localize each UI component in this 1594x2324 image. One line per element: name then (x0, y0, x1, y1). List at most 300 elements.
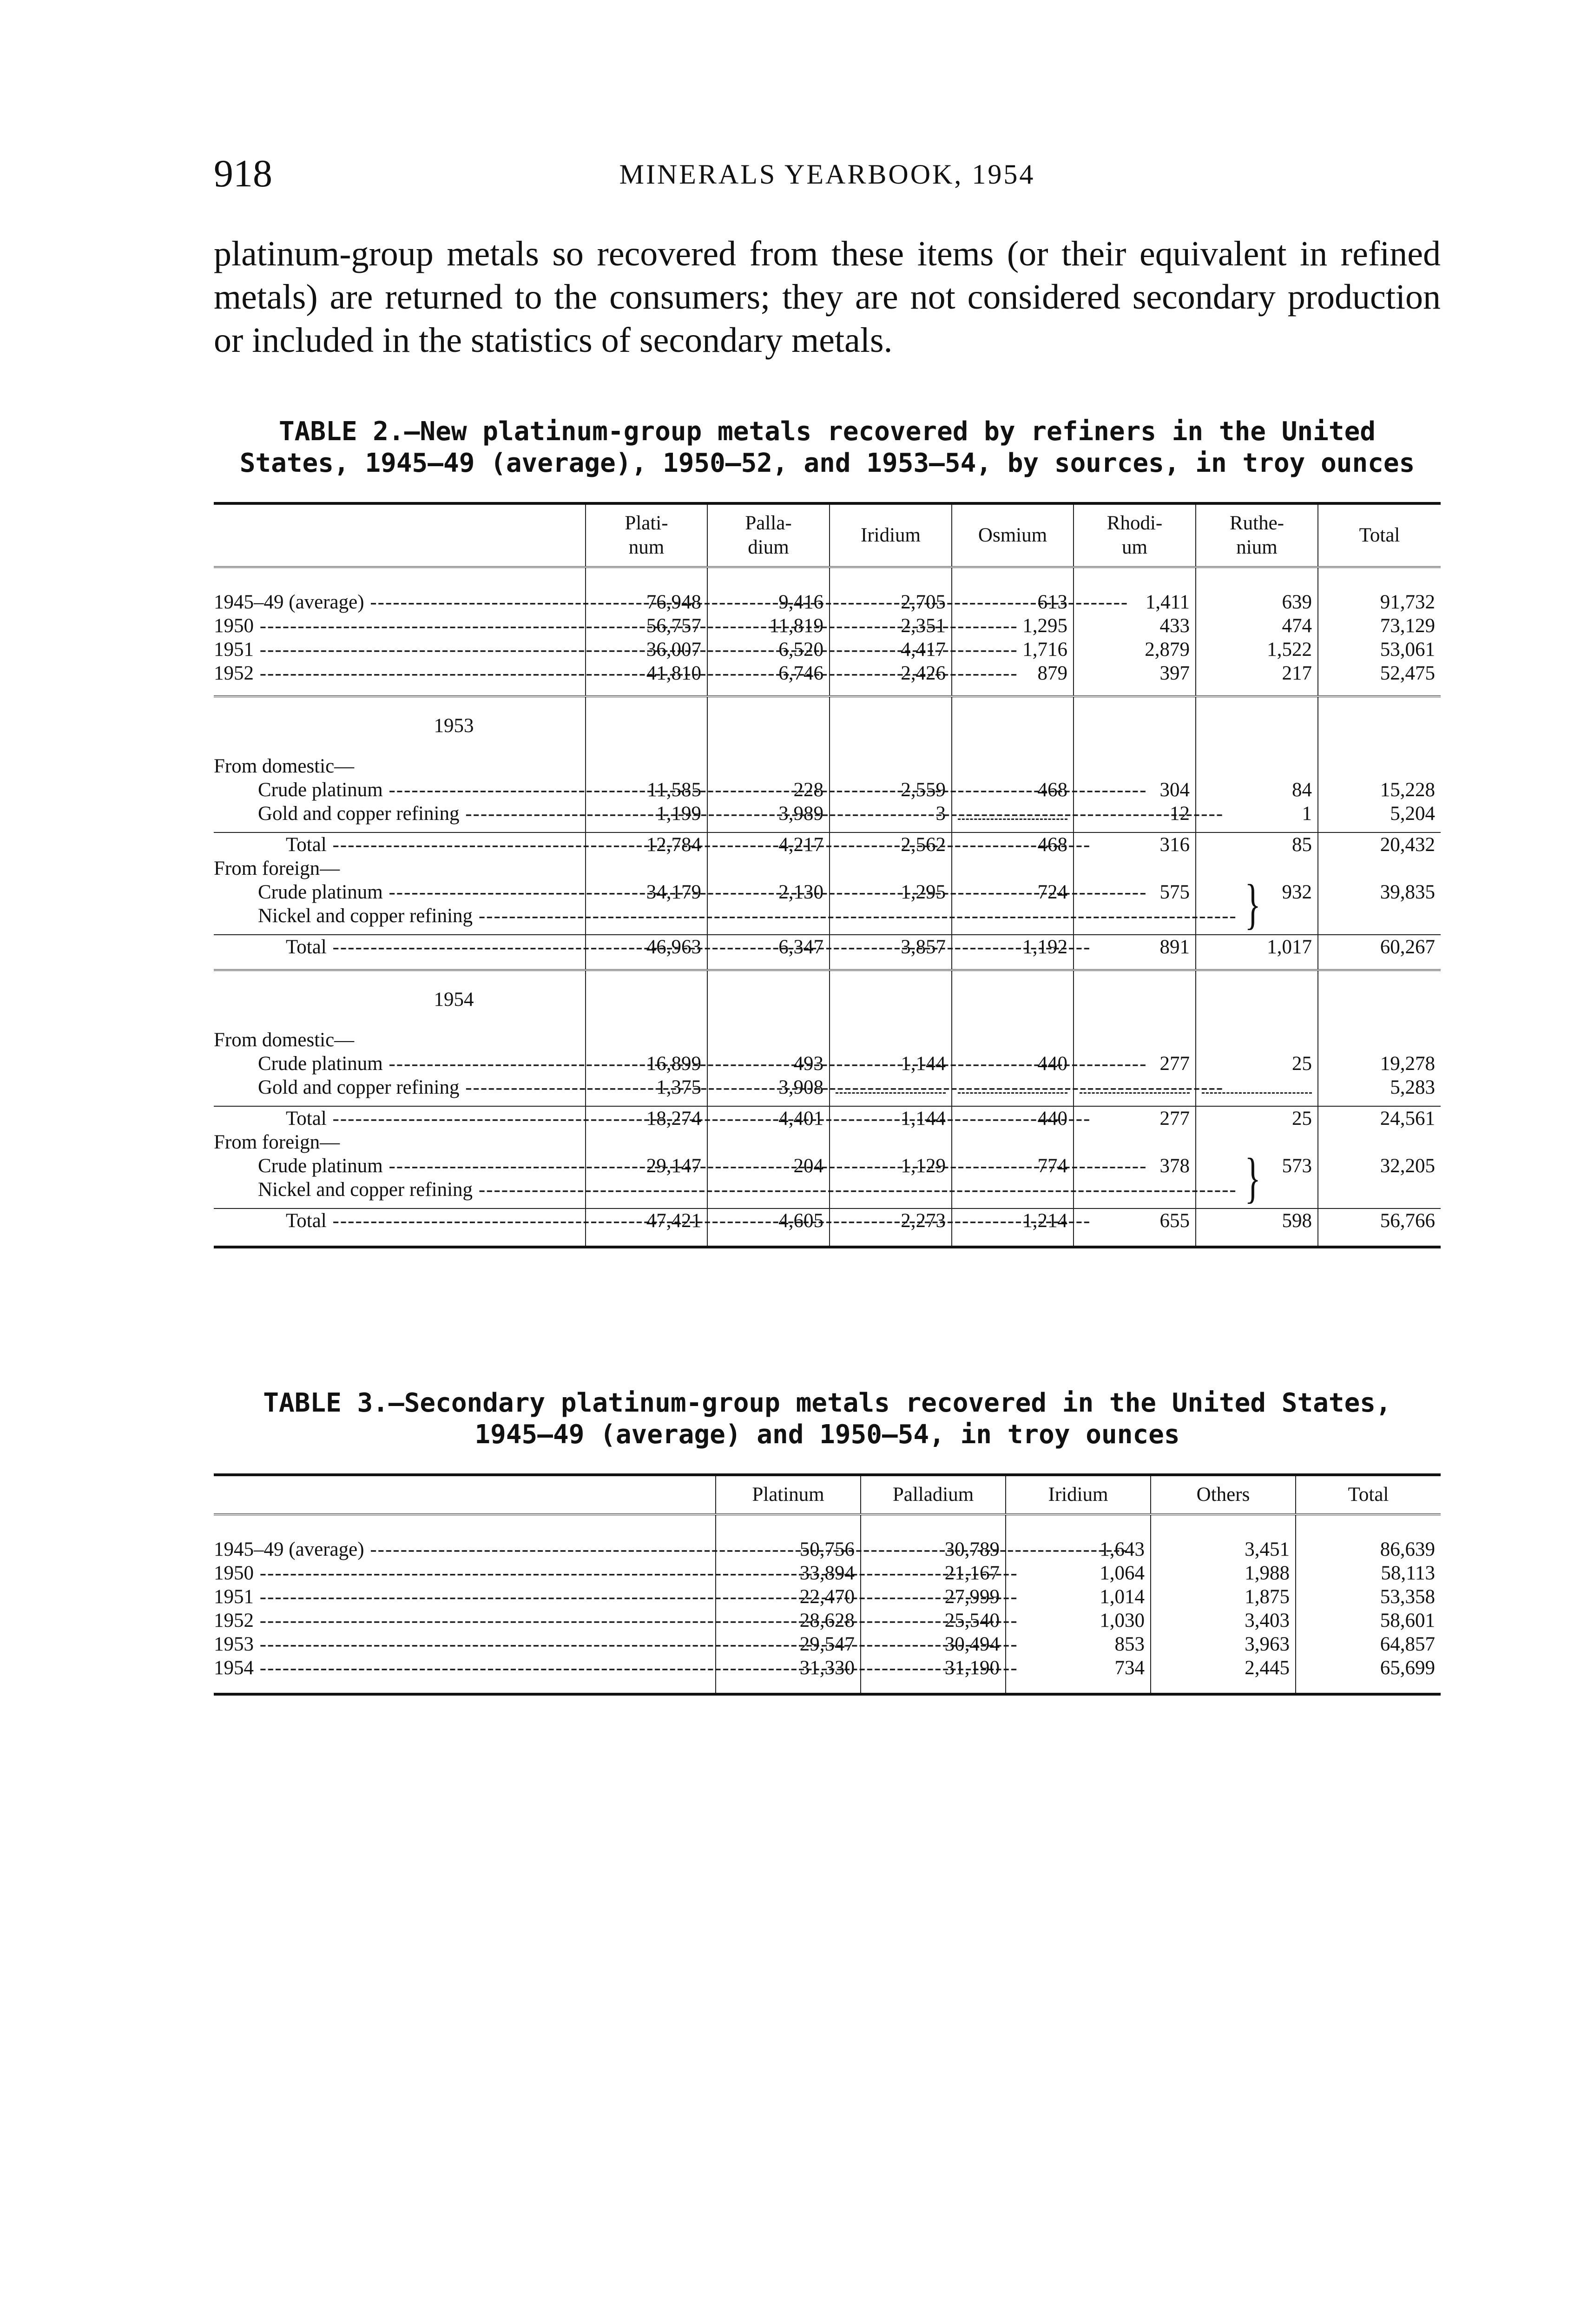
table2-annual-row (214, 590, 1441, 614)
table2-domestic-crude-row-cell (1196, 778, 1318, 802)
table2-domestic-gold-copper-row-label-text: Gold and copper refining ----- (258, 1076, 1224, 1098)
table3-body (214, 1514, 1441, 1694)
table3-row-value: 31,330 (799, 1657, 855, 1679)
spacer-cell (1318, 1099, 1441, 1106)
table2-foreign-row-value: 932 (1282, 881, 1312, 903)
table2-grand-total-row-value: 2,273 (901, 1210, 946, 1232)
table2-annual-row-value: 217 (1282, 662, 1312, 684)
spacer-cell (1318, 1130, 1441, 1154)
column-header-text: Total (1359, 524, 1400, 546)
spacer-cell (707, 754, 830, 778)
column-header (1074, 503, 1196, 567)
table2-domestic-gold-copper-row-value: 1 (1302, 803, 1312, 825)
table2-from-domestic (214, 754, 1441, 778)
table2-annual-row-label-text: 1945–49 (average) ----- (214, 591, 1128, 613)
spacer-cell (1074, 567, 1196, 590)
column-header-text: Total (1348, 1484, 1389, 1505)
table2-domestic-gold-copper-row (214, 1076, 1441, 1099)
table2-annual-row-value: 2,351 (901, 615, 946, 637)
column-header-text: Ruthe- nium (1229, 512, 1284, 558)
table2-annual-row-label-text: 1950 ----- (214, 615, 1018, 637)
table2-annual-row-value: 9,416 (778, 591, 823, 613)
spacer-cell (707, 696, 830, 754)
table2-foreign-row-value: 575 (1159, 881, 1190, 903)
spacer-cell (707, 928, 830, 935)
spacer-cell (1006, 1514, 1151, 1538)
table2-domestic-total-row-cell (1074, 1106, 1196, 1130)
table2-annual-row-value: 1,295 (1022, 615, 1067, 637)
table3 (214, 1473, 1441, 1696)
table2-annual-row-cell (1074, 661, 1196, 685)
table2-subtotal-rule (214, 1099, 1441, 1106)
column-header (830, 503, 952, 567)
table2-annual-row-value: 53,061 (1380, 639, 1435, 660)
table3-row-value: 33,894 (799, 1562, 855, 1584)
foreign-crude-label: Crude platinum ----- (258, 1154, 1237, 1178)
table2-grand-total-row-value: 47,421 (646, 1210, 701, 1232)
table2-grand-total-row-value: 6,347 (778, 936, 823, 958)
table2-from-foreign-text: From foreign— (214, 858, 340, 879)
table2-domestic-total-row-value: 4,401 (778, 1108, 823, 1129)
spacer-cell (586, 928, 707, 935)
spacer-cell (830, 754, 952, 778)
spacer-cell (830, 567, 952, 590)
table2-year-heading (214, 970, 1441, 1028)
table2-from-foreign-label (214, 1130, 586, 1154)
spacer-cell (830, 970, 952, 1028)
spacer-cell (586, 1202, 707, 1208)
table3-row-label-text: 1954 ----- (214, 1657, 1018, 1679)
table2-annual-row-value: 6,746 (778, 662, 823, 684)
table3-row-label (214, 1609, 716, 1632)
table2-domestic-gold-copper-row-value: 3,989 (778, 803, 823, 825)
table2-domestic-gold-copper-row-cell (1074, 1076, 1196, 1099)
spacer-cell (214, 685, 586, 696)
table3-row-label-text: 1952 ----- (214, 1610, 1018, 1631)
table2-foreign-row-value: 1,129 (901, 1155, 946, 1177)
table2-domestic-crude-row-label (214, 778, 586, 802)
table2-grand-total-row-value: 598 (1282, 1210, 1312, 1232)
table2-domestic-crude-row (214, 778, 1441, 802)
table3-row-value: 1,030 (1100, 1610, 1145, 1631)
table2-domestic-total-row-value: 18,274 (646, 1108, 701, 1129)
table2-top-gap (214, 567, 1441, 590)
table2-domestic-total-row-value: 24,561 (1380, 1108, 1435, 1129)
spacer-cell (952, 959, 1074, 970)
column-header (1196, 503, 1318, 567)
table2-domestic-crude-row-value: 228 (793, 779, 823, 801)
spacer-cell (1318, 970, 1441, 1028)
table2-domestic-total-row-value: 468 (1037, 834, 1067, 856)
spacer-cell (1196, 970, 1318, 1028)
spacer-cell (1151, 1514, 1296, 1538)
spacer-cell (1074, 696, 1196, 754)
spacer-cell (830, 857, 952, 880)
table2-foreign-row-value: 1,295 (901, 881, 946, 903)
table2-annual-row-label (214, 590, 586, 614)
table2-annual-row-value: 1,716 (1022, 639, 1067, 660)
spacer-cell (1196, 685, 1318, 696)
table2-domestic-crude-row-label (214, 1052, 586, 1076)
spacer-cell (586, 825, 707, 832)
table3-row-value: 1,643 (1100, 1538, 1145, 1560)
table3-row (214, 1609, 1441, 1632)
table2-caption (214, 416, 1441, 479)
table2-foreign-row-value: 378 (1159, 1155, 1190, 1177)
column-header-text: Platinum (752, 1484, 824, 1505)
spacer-cell (830, 1099, 952, 1106)
table2-separator (214, 959, 1441, 970)
table2-foreign-row-value: 724 (1037, 881, 1067, 903)
table2-domestic-crude-row-value: 440 (1037, 1053, 1067, 1075)
table2-annual-row-value: 76,948 (646, 591, 701, 613)
table3-top-gap (214, 1514, 1441, 1538)
spacer-cell (214, 959, 586, 970)
column-header (586, 503, 707, 567)
table2-domestic-total-row-value: 4,217 (778, 834, 823, 856)
spacer-cell (830, 928, 952, 935)
table2-annual-row-value: 1,411 (1145, 591, 1190, 613)
table2-foreign-row-value: 34,179 (646, 881, 701, 903)
table3-caption-line1: TABLE 3.—Secondary platinum-group metals recovered in the United States, (263, 1388, 1391, 1418)
intro-paragraph: platinum-group metals so recovered from these items (or their equivalent in refined metals) are returned to the consumers; they are not considered secondary production or included in the statistics of secondary metals. (214, 234, 1441, 360)
table2-domestic-total-row-cell (1196, 1106, 1318, 1130)
table3-header-row (214, 1475, 1441, 1514)
spacer-cell (586, 1099, 707, 1106)
table3-row-cell (1151, 1609, 1296, 1632)
table2-domestic-crude-row-cell (1196, 1052, 1318, 1076)
table2-annual-row-cell (1196, 638, 1318, 661)
spacer-cell (1318, 825, 1441, 832)
column-header-text: Plati- num (625, 512, 668, 558)
table2-annual-row-value: 2,879 (1145, 639, 1190, 660)
spacer-cell (1074, 754, 1196, 778)
spacer-cell (1074, 685, 1196, 696)
table2-from-domestic (214, 1028, 1441, 1052)
spacer-cell (586, 970, 707, 1028)
table2-annual-row (214, 661, 1441, 685)
page-number: 918 (214, 152, 272, 195)
table2-domestic-total-row-cell (1318, 1106, 1441, 1130)
column-header (1296, 1475, 1441, 1514)
table2-annual-row-value: 6,520 (778, 639, 823, 660)
spacer-cell (830, 1028, 952, 1052)
table2-domestic-total-row-cell (1318, 832, 1441, 857)
table2-domestic-gold-copper-row (214, 802, 1441, 825)
table2-domestic-total-row-value: 440 (1037, 1108, 1067, 1129)
spacer-cell (586, 1130, 707, 1154)
table2-grand-total-row-value: 4,605 (778, 1210, 823, 1232)
table2-from-domestic-label (214, 1028, 586, 1052)
table2-annual-row-value: 4,417 (901, 639, 946, 660)
spacer-cell (707, 1202, 830, 1208)
table2-grand-total-row-cell (1074, 1208, 1196, 1233)
column-header (861, 1475, 1006, 1514)
spacer-cell (214, 1233, 586, 1247)
table2-annual-row-cell (1318, 661, 1441, 685)
spacer-cell (1196, 754, 1318, 778)
table2-domestic-crude-row-label-text: Crude platinum ----- (258, 779, 1147, 801)
table3-row-label (214, 1632, 716, 1656)
spacer-cell (861, 1680, 1006, 1694)
spacer-cell (586, 1028, 707, 1052)
spacer-cell (707, 1099, 830, 1106)
table2-domestic-total-row-value: 277 (1159, 1108, 1190, 1129)
table2-grand-total-row-label-text: Total ----- (286, 1210, 1091, 1232)
table3-row-cell (1151, 1585, 1296, 1609)
table2-domestic-gold-copper-row-value: 5,283 (1390, 1076, 1435, 1098)
table3-row-cell (1151, 1656, 1296, 1680)
spacer-cell (214, 1202, 586, 1208)
table2 (214, 502, 1441, 1248)
table2-grand-total-row (214, 1208, 1441, 1233)
table3-row (214, 1632, 1441, 1656)
spacer-cell (861, 1514, 1006, 1538)
table3-row-value: 734 (1114, 1657, 1145, 1679)
table2-domestic-total-row-cell (1074, 832, 1196, 857)
spacer-cell (1074, 1233, 1196, 1247)
table3-row-label (214, 1538, 716, 1561)
table2-domestic-gold-copper-row-cell (952, 1076, 1074, 1099)
table2-foreign-row-cell (1318, 880, 1441, 928)
spacer-cell (1318, 1028, 1441, 1052)
table2-annual-row-value: 73,129 (1380, 615, 1435, 637)
table2-grand-total-row-value: 3,857 (901, 936, 946, 958)
spacer-cell (1074, 825, 1196, 832)
spacer-cell (1074, 1202, 1196, 1208)
spacer-cell (1196, 1028, 1318, 1052)
table3-row-value: 86,639 (1380, 1538, 1435, 1560)
table2-from-domestic-text: From domestic— (214, 1029, 355, 1051)
table3-row-value: 29,547 (799, 1633, 855, 1655)
table2-annual-row-label (214, 638, 586, 661)
table3-caption-line2: 1945–49 (average) and 1950–54, in troy ounces (474, 1419, 1180, 1450)
table2-domestic-total-row (214, 832, 1441, 857)
table2-grand-total-row-value: 655 (1159, 1210, 1190, 1232)
spacer-cell (1074, 1028, 1196, 1052)
empty-dash (1202, 1078, 1312, 1094)
foreign-nickel-label: Nickel and copper refining ----- (258, 904, 1237, 928)
table2-annual-row-value: 2,426 (901, 662, 946, 684)
table3-row-value: 853 (1114, 1633, 1145, 1655)
table2-caption-line1: TABLE 2.—New platinum-group metals recovered by refiners in the United (278, 416, 1376, 447)
column-header (1151, 1475, 1296, 1514)
table2-foreign-row-value: 32,205 (1380, 1155, 1435, 1177)
table2-year-heading-text: 1954 (434, 989, 474, 1010)
spacer-cell (1296, 1514, 1441, 1538)
table2-foreign-row-cell (1318, 1154, 1441, 1202)
table2-domestic-gold-copper-row-value: 5,204 (1390, 803, 1435, 825)
spacer-cell (586, 696, 707, 754)
spacer-cell (586, 1233, 707, 1247)
spacer-cell (1196, 1233, 1318, 1247)
foreign-nickel-label: Nickel and copper refining ----- (258, 1178, 1237, 1202)
spacer-cell (586, 685, 707, 696)
spacer-cell (952, 857, 1074, 880)
spacer-cell (707, 1233, 830, 1247)
spacer-cell (952, 1028, 1074, 1052)
table3-row-value: 1,014 (1100, 1586, 1145, 1608)
table2-domestic-total-row-label (214, 832, 586, 857)
table2-annual-row-value: 397 (1159, 662, 1190, 684)
table2-domestic-crude-row-value: 84 (1292, 779, 1312, 801)
table2-year-heading-label (214, 696, 586, 754)
running-title: MINERALS YEARBOOK, 1954 (619, 159, 1035, 190)
table2-bottom-gap (214, 1233, 1441, 1247)
spacer-cell (1151, 1680, 1296, 1694)
table2-domestic-total-row-value: 85 (1292, 834, 1312, 856)
table2-annual-row-value: 52,475 (1380, 662, 1435, 684)
spacer-cell (1318, 754, 1441, 778)
spacer-cell (1318, 1202, 1441, 1208)
spacer-cell (214, 928, 586, 935)
table2-annual-row-cell (1196, 614, 1318, 638)
table3-row-value: 1,875 (1245, 1586, 1290, 1608)
spacer-cell (1196, 825, 1318, 832)
table3-row-cell (1296, 1585, 1441, 1609)
table2-grand-total-row-label-text: Total ----- (286, 936, 1091, 958)
table3-row-cell (1296, 1538, 1441, 1561)
table2-domestic-crude-row-label-text: Crude platinum ----- (258, 1053, 1147, 1075)
table3-row-value: 3,963 (1245, 1633, 1290, 1655)
table2-domestic-gold-copper-row-label-text: Gold and copper refining ----- (258, 803, 1224, 825)
right-brace-icon: } (1245, 1147, 1261, 1208)
table3-row-value: 3,451 (1245, 1538, 1290, 1560)
table2-domestic-gold-copper-row-value: 12 (1170, 803, 1190, 825)
spacer-cell (952, 696, 1074, 754)
table2-annual-row-label-text: 1952 ----- (214, 662, 1018, 684)
spacer-cell (214, 825, 586, 832)
spacer-cell (716, 1680, 861, 1694)
table3-row-value: 64,857 (1380, 1633, 1435, 1655)
table2-grand-total-row-cell (1318, 1208, 1441, 1233)
table2-domestic-crude-row-value: 16,899 (646, 1053, 701, 1075)
table3-row-value: 27,999 (944, 1586, 1000, 1608)
table3-row-value: 50,756 (799, 1538, 855, 1560)
spacer-cell (1318, 1233, 1441, 1247)
spacer-cell (707, 857, 830, 880)
table3-row-value: 28,628 (799, 1610, 855, 1631)
spacer-cell (214, 1514, 716, 1538)
table2-domestic-total-row-value: 12,784 (646, 834, 701, 856)
table2-foreign-row-value: 29,147 (646, 1155, 701, 1177)
table2-subtotal-rule (214, 825, 1441, 832)
spacer-cell (952, 685, 1074, 696)
spacer-cell (707, 1028, 830, 1052)
spacer-cell (1318, 696, 1441, 754)
column-header-text: Others (1196, 1484, 1250, 1505)
table2-domestic-crude-row-value: 468 (1037, 779, 1067, 801)
table2-annual-row-label (214, 661, 586, 685)
spacer-cell (1318, 857, 1441, 880)
table2-domestic-crude-row-cell (1318, 1052, 1441, 1076)
table2-year-heading-text: 1953 (434, 715, 474, 737)
table2-domestic-crude-row-value: 2,559 (901, 779, 946, 801)
spacer-cell (1006, 1680, 1151, 1694)
foreign-crude-label: Crude platinum ----- (258, 880, 1237, 904)
table2-grand-total-row-cell (1196, 1208, 1318, 1233)
table2-grand-total-row-value: 1,017 (1267, 936, 1312, 958)
table2-year-heading (214, 696, 1441, 754)
column-header-text: Iridium (1048, 1484, 1108, 1505)
table2-domestic-crude-row-value: 493 (793, 1053, 823, 1075)
spacer-cell (707, 567, 830, 590)
table3-row-label-text: 1951 ----- (214, 1586, 1018, 1608)
table3-row-cell (1296, 1609, 1441, 1632)
table2-grand-total-row (214, 935, 1441, 959)
spacer-cell (1196, 959, 1318, 970)
table3-row-value: 1,064 (1100, 1562, 1145, 1584)
table2-annual-row (214, 638, 1441, 661)
table3-row-cell (1006, 1656, 1151, 1680)
table2-annual-row-cell (1318, 590, 1441, 614)
table3-row-value: 31,190 (944, 1657, 1000, 1679)
table2-grand-total-row-value: 46,963 (646, 936, 701, 958)
spacer-cell (707, 1130, 830, 1154)
table2-annual-row-cell (1318, 638, 1441, 661)
spacer-cell (586, 754, 707, 778)
table2-grand-total-row-value: 1,192 (1022, 936, 1067, 958)
table2-foreign-row-value: 39,835 (1380, 881, 1435, 903)
table2-domestic-total-row-value: 20,432 (1380, 834, 1435, 856)
table2-domestic-total-row-label (214, 1106, 586, 1130)
table2-domestic-total-row-value: 2,562 (901, 834, 946, 856)
spacer-cell (707, 685, 830, 696)
table3-row (214, 1585, 1441, 1609)
table2-annual-row-value: 433 (1159, 615, 1190, 637)
table2-foreign-row (214, 880, 1441, 928)
spacer-cell (1296, 1680, 1441, 1694)
table3-row-label-text: 1945–49 (average) ----- (214, 1538, 1128, 1560)
table2-annual-row-value: 1,522 (1267, 639, 1312, 660)
table2-domestic-gold-copper-row-value: 3 (935, 803, 946, 825)
spacer-cell (1074, 959, 1196, 970)
table2-grand-total-row-value: 1,214 (1022, 1210, 1067, 1232)
table3-row-cell (1296, 1561, 1441, 1585)
table2-domestic-crude-row (214, 1052, 1441, 1076)
spacer-cell (1074, 928, 1196, 935)
spacer-cell (830, 1233, 952, 1247)
spacer-cell (707, 959, 830, 970)
spacer-cell (586, 959, 707, 970)
table2-domestic-total-row-value: 25 (1292, 1108, 1312, 1129)
spacer-cell (1074, 1130, 1196, 1154)
table3-row-label (214, 1585, 716, 1609)
spacer-cell (952, 928, 1074, 935)
table2-domestic-crude-row-value: 15,228 (1380, 779, 1435, 801)
table2-foreign-row-value: 2,130 (778, 881, 823, 903)
column-header-text: Rhodi- um (1107, 512, 1163, 558)
spacer-cell (830, 825, 952, 832)
column-header (707, 503, 830, 567)
table3-row-value: 58,113 (1381, 1562, 1435, 1584)
table3-row-label-text: 1950 ----- (214, 1562, 1018, 1584)
right-brace-icon: } (1245, 873, 1261, 935)
table2-stub-header (214, 503, 586, 567)
table2-domestic-crude-row-value: 304 (1159, 779, 1190, 801)
spacer-cell (1074, 970, 1196, 1028)
table2-domestic-total-row-label-text: Total ----- (286, 1108, 1091, 1129)
table2-from-domestic-label (214, 754, 586, 778)
table2-annual-row-label-text: 1951 ----- (214, 639, 1018, 660)
table2-annual-row-value: 879 (1037, 662, 1067, 684)
table2-domestic-gold-copper-row-value: 1,375 (656, 1076, 701, 1098)
table2-annual-row-cell (1196, 661, 1318, 685)
spacer-cell (586, 567, 707, 590)
column-header (1006, 1475, 1151, 1514)
table2-domestic-total-row-value: 1,144 (901, 1108, 946, 1129)
spacer-cell (214, 567, 586, 590)
